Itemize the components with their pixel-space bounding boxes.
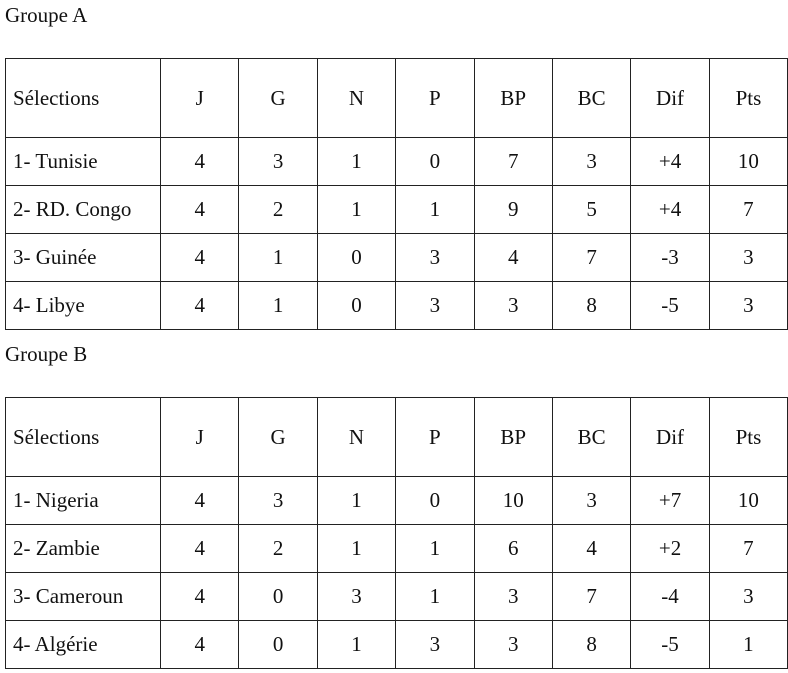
goal-diff-cell: +2: [631, 525, 709, 573]
column-header-played: J: [161, 398, 239, 477]
team-name-cell: 3- Guinée: [6, 234, 161, 282]
column-header-team: Sélections: [6, 398, 161, 477]
played-cell: 4: [161, 621, 239, 669]
points-cell: 7: [709, 525, 787, 573]
table-header-row: [6, 59, 788, 138]
goals-against-cell: 4: [552, 525, 630, 573]
goals-for-cell: 3: [474, 282, 552, 330]
points-cell: 1: [709, 621, 787, 669]
column-header-goal-diff: Dif: [631, 59, 709, 138]
points-cell: 7: [709, 186, 787, 234]
drawn-cell: 3: [317, 573, 395, 621]
lost-cell: 3: [396, 621, 474, 669]
drawn-cell: 1: [317, 525, 395, 573]
team-name-cell: 4- Algérie: [6, 621, 161, 669]
points-cell: 10: [709, 477, 787, 525]
won-cell: 3: [239, 138, 317, 186]
goal-diff-cell: -5: [631, 621, 709, 669]
table-header-row: [6, 398, 788, 477]
goals-against-cell: 5: [552, 186, 630, 234]
team-name-cell: 4- Libye: [6, 282, 161, 330]
points-cell: 3: [709, 234, 787, 282]
won-cell: 0: [239, 621, 317, 669]
table-row: [6, 525, 788, 573]
lost-cell: 1: [396, 186, 474, 234]
team-name-cell: 2- Zambie: [6, 525, 161, 573]
won-cell: 1: [239, 234, 317, 282]
column-header-goals-for: BP: [474, 398, 552, 477]
group-title: Groupe A: [5, 3, 88, 27]
column-header-points: Pts: [709, 398, 787, 477]
column-header-lost: P: [396, 398, 474, 477]
drawn-cell: 0: [317, 234, 395, 282]
points-cell: 10: [709, 138, 787, 186]
lost-cell: 1: [396, 525, 474, 573]
drawn-cell: 0: [317, 282, 395, 330]
played-cell: 4: [161, 186, 239, 234]
table-row: [6, 621, 788, 669]
played-cell: 4: [161, 573, 239, 621]
drawn-cell: 1: [317, 138, 395, 186]
points-cell: 3: [709, 282, 787, 330]
goal-diff-cell: +4: [631, 138, 709, 186]
goals-for-cell: 3: [474, 573, 552, 621]
table-row: [6, 282, 788, 330]
goals-for-cell: 6: [474, 525, 552, 573]
column-header-goal-diff: Dif: [631, 398, 709, 477]
table-row: [6, 234, 788, 282]
column-header-team: Sélections: [6, 59, 161, 138]
goals-for-cell: 7: [474, 138, 552, 186]
team-name-cell: 1- Tunisie: [6, 138, 161, 186]
goal-diff-cell: -5: [631, 282, 709, 330]
drawn-cell: 1: [317, 477, 395, 525]
drawn-cell: 1: [317, 621, 395, 669]
goals-for-cell: 9: [474, 186, 552, 234]
drawn-cell: 1: [317, 186, 395, 234]
column-header-drawn: N: [317, 398, 395, 477]
won-cell: 2: [239, 186, 317, 234]
goal-diff-cell: +4: [631, 186, 709, 234]
goals-for-cell: 10: [474, 477, 552, 525]
goals-for-cell: 3: [474, 621, 552, 669]
played-cell: 4: [161, 234, 239, 282]
standings-table: [5, 397, 788, 669]
goals-against-cell: 3: [552, 138, 630, 186]
won-cell: 3: [239, 477, 317, 525]
column-header-drawn: N: [317, 59, 395, 138]
column-header-lost: P: [396, 59, 474, 138]
played-cell: 4: [161, 138, 239, 186]
group-title: Groupe B: [5, 342, 88, 366]
column-header-points: Pts: [709, 59, 787, 138]
column-header-won: G: [239, 59, 317, 138]
column-header-won: G: [239, 398, 317, 477]
team-name-cell: 2- RD. Congo: [6, 186, 161, 234]
standings-table: [5, 58, 788, 330]
column-header-goals-against: BC: [552, 398, 630, 477]
won-cell: 1: [239, 282, 317, 330]
goals-for-cell: 4: [474, 234, 552, 282]
column-header-goals-against: BC: [552, 59, 630, 138]
table-row: [6, 186, 788, 234]
goal-diff-cell: -3: [631, 234, 709, 282]
lost-cell: 1: [396, 573, 474, 621]
table-row: [6, 573, 788, 621]
lost-cell: 3: [396, 282, 474, 330]
played-cell: 4: [161, 525, 239, 573]
lost-cell: 0: [396, 138, 474, 186]
won-cell: 0: [239, 573, 317, 621]
played-cell: 4: [161, 282, 239, 330]
table-row: [6, 138, 788, 186]
column-header-goals-for: BP: [474, 59, 552, 138]
goal-diff-cell: -4: [631, 573, 709, 621]
goals-against-cell: 7: [552, 573, 630, 621]
points-cell: 3: [709, 573, 787, 621]
played-cell: 4: [161, 477, 239, 525]
team-name-cell: 1- Nigeria: [6, 477, 161, 525]
lost-cell: 0: [396, 477, 474, 525]
table-row: [6, 477, 788, 525]
column-header-played: J: [161, 59, 239, 138]
lost-cell: 3: [396, 234, 474, 282]
goals-against-cell: 8: [552, 621, 630, 669]
goals-against-cell: 8: [552, 282, 630, 330]
won-cell: 2: [239, 525, 317, 573]
goals-against-cell: 7: [552, 234, 630, 282]
goals-against-cell: 3: [552, 477, 630, 525]
team-name-cell: 3- Cameroun: [6, 573, 161, 621]
goal-diff-cell: +7: [631, 477, 709, 525]
